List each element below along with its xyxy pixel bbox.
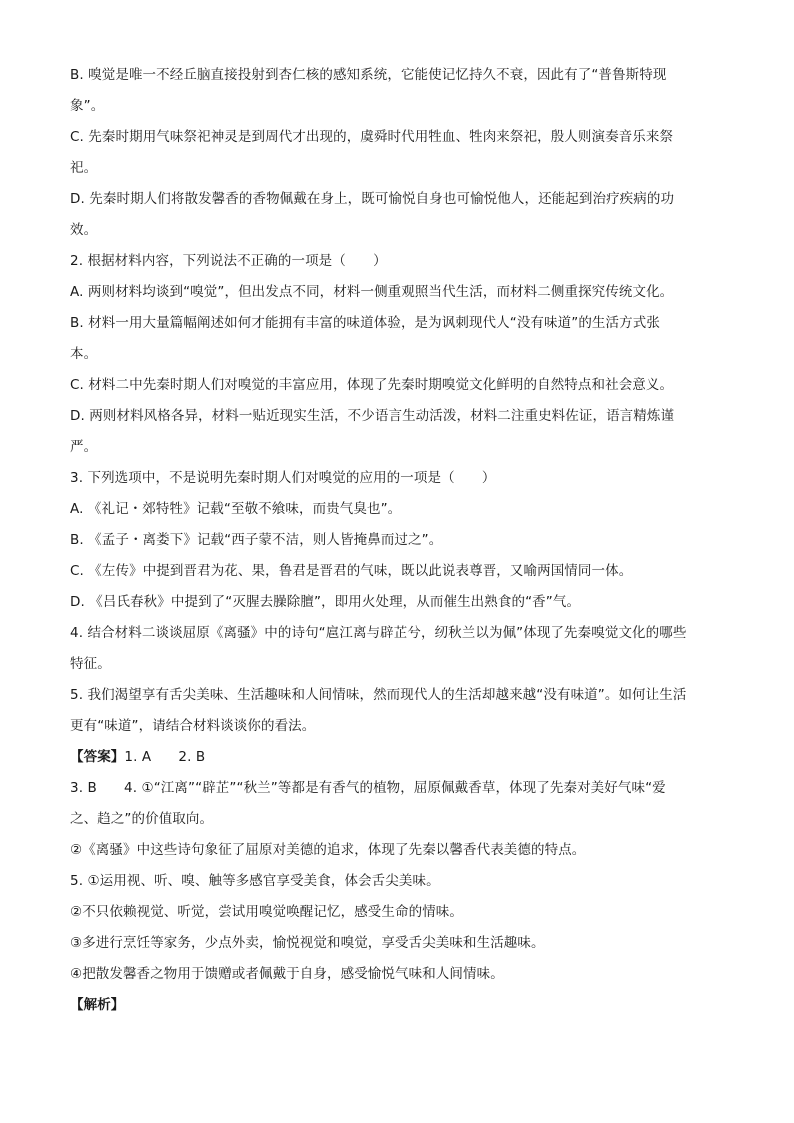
text-line: A. 《礼记・郊特牲》记载“至敬不飨味，而贵气臭也”。 bbox=[70, 501, 402, 517]
text-line: 象”。 bbox=[70, 98, 105, 114]
answer-line: ②《离骚》中这些诗句象征了屈原对美德的追求，体现了先秦以馨香代表美德的特点。 bbox=[70, 842, 586, 858]
text-line: B. 材料一用大量篇幅阐述如何才能拥有丰富的味道体验，是为讽刺现代人“没有味道”的生活方式张 bbox=[70, 315, 660, 331]
answer-line: ③多进行烹饪等家务，少点外卖，愉悦视觉和嗅觉，享受舌尖美味和生活趣味。 bbox=[70, 935, 545, 951]
text-line: D. 《吕氏春秋》中提到了“灭腥去臊除膻”，即用火处理，从而催生出熟食的“香”气。 bbox=[70, 594, 581, 610]
question-5: 5. 我们渴望享有舌尖美味、生活趣味和人间情味，然而现代人的生活却越来越“没有味道”。如何让生活 bbox=[70, 687, 687, 703]
text-line: D. 两则材料风格各异，材料一贴近现实生活，不少语言生动活泼，材料二注重史料佐证，语言精炼谨 bbox=[70, 408, 675, 424]
answer-line: 5. ①运用视、听、嗅、触等多感官享受美食，体会舌尖美味。 bbox=[70, 873, 440, 889]
analysis-tag: 【解析】 bbox=[70, 997, 125, 1013]
text-line: C. 《左传》中提到晋君为花、果，鲁君是晋君的气味，既以此说表尊晋，又喻两国情同一体。 bbox=[70, 563, 633, 579]
answer-line: ②不只依赖视觉、听觉，尝试用嗅觉唤醒记忆，感受生命的情味。 bbox=[70, 904, 464, 920]
question-3: 3. 下列选项中，不是说明先秦时期人们对嗅觉的应用的一项是（ ） bbox=[70, 470, 496, 486]
question-2: 2. 根据材料内容，下列说法不正确的一项是（ ） bbox=[70, 253, 387, 269]
answer-line: ④把散发馨香之物用于馈赠或者佩戴于自身，感受愉悦气味和人间情味。 bbox=[70, 966, 504, 982]
text-line: 祀。 bbox=[70, 160, 98, 176]
text-line: D. 先秦时期人们将散发馨香的香物佩戴在身上，既可愉悦自身也可愉悦他人，还能起到治疗疾病的功 bbox=[70, 191, 675, 207]
text-line: 本。 bbox=[70, 346, 98, 362]
question-4: 4. 结合材料二谈谈屈原《离骚》中的诗句“扈江离与辟芷兮，纫秋兰以为佩”体现了先秦嗅觉文化的哪些 bbox=[70, 625, 687, 641]
text-line: A. 两则材料均谈到“嗅觉”，但出发点不同，材料一侧重观照当代生活，而材料二侧重探究传统文化。 bbox=[70, 284, 674, 300]
answer-line bbox=[70, 742, 724, 773]
text-line: 效。 bbox=[70, 222, 98, 238]
answer-line: 3. B 4. ①“江离”“辟芷”“秋兰”等都是有香气的植物，屈原佩戴香草，体现了先秦对美好气味“爱 bbox=[70, 780, 666, 796]
text-line: C. 先秦时期用气味祭祀神灵是到周代才出现的，虞舜时代用牲血、牲肉来祭祀，殷人则演奏音乐来祭 bbox=[70, 129, 674, 145]
text-line: 特征。 bbox=[70, 656, 111, 672]
text-line: 更有“味道”，请结合材料谈谈你的看法。 bbox=[70, 718, 316, 734]
text-line: 严。 bbox=[70, 439, 98, 455]
text-line: B. 嗅觉是唯一不经丘脑直接投射到杏仁核的感知系统，它能使记忆持久不衰，因此有了“普鲁斯特现 bbox=[70, 67, 667, 83]
answer-line: 之、趋之”的价值取向。 bbox=[70, 811, 214, 827]
text-line: B. 《孟子・离娄下》记载“西子蒙不洁，则人皆掩鼻而过之”。 bbox=[70, 532, 443, 548]
answer-tag: 【答案】 bbox=[70, 749, 125, 765]
text-line: C. 材料二中先秦时期人们对嗅觉的丰富应用，体现了先秦时期嗅觉文化鲜明的自然特点和社会意义。 bbox=[70, 377, 674, 393]
answer-text: 1. A 2. B bbox=[124, 749, 206, 765]
analysis-line bbox=[70, 990, 724, 1021]
